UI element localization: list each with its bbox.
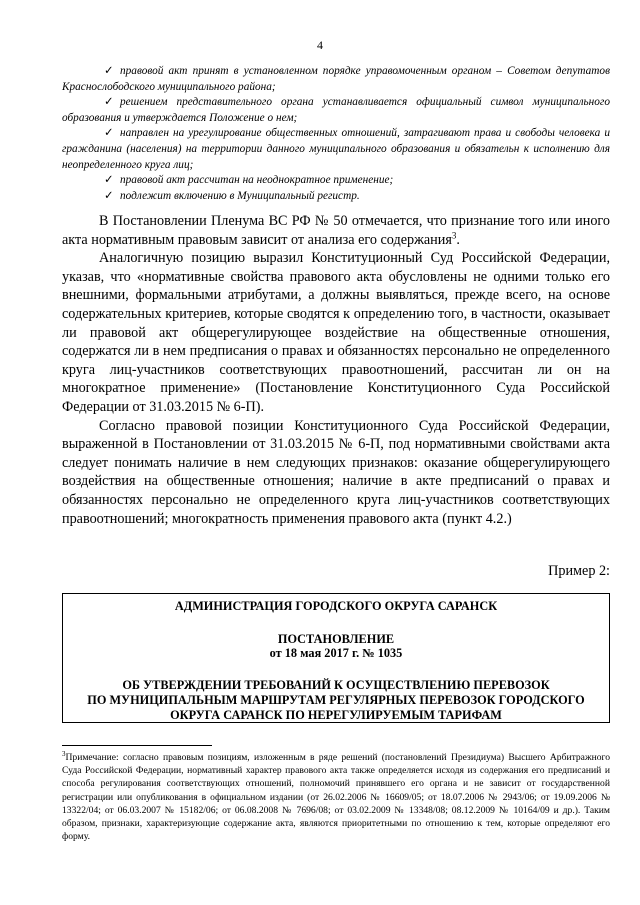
footnote — [62, 751, 610, 843]
example-label: Пример 2: — [548, 563, 610, 579]
criteria-checklist — [62, 64, 610, 204]
list-item — [62, 173, 610, 189]
document-date-number: от 18 мая 2017 г. № 1035 — [269, 646, 403, 660]
list-item-text: направлен на урегулирование общественных отношений, затрагивают права и свободы человека и гражданина (населения) на территории данного муниципального образования и обязательн к исполнению для неопределенного круга лиц; — [62, 127, 610, 171]
authority-name: АДМИНИСТРАЦИЯ ГОРОДСКОГО ОКРУГА САРАНСК — [174, 599, 498, 613]
document-header-box — [62, 593, 610, 723]
list-item — [62, 64, 610, 95]
body-text — [62, 212, 610, 528]
paragraph-constitutional-court: Аналогичную позицию выразил Конституционный Суд Российской Федерации, указав, что «нормативные свойства правового акта обусловлены не одними только его внешними, формальными атрибутами, а должны выявляться, прежде всего, на основе содержательных критериев, которые сводятся к определению того, в частности, оказывает ли правовой акт общерегулирующее воздействие на общественные отношения, содержатся ли в нем предписания о правах и обязанностях персонально не определенного круга лиц-участников соответствующих правоотношений, рассчитан ли он на многократное применение» (Постановление Конституционного Суда Российской Федерации от 31.03.2015 № 6-П). — [62, 250, 610, 415]
document-title-line: ОКРУГА САРАНСК ПО НЕРЕГУЛИРУЕМЫМ ТАРИФАМ — [170, 708, 502, 722]
checkmark-icon: ✓ — [104, 127, 114, 140]
document-title-line: ОБ УТВЕРЖДЕНИИ ТРЕБОВАНИЙ К ОСУЩЕСТВЛЕНИЮ ПЕРЕВОЗОК — [122, 678, 550, 692]
list-item-text: правовой акт принят в установленном порядке управомоченным органом – Советом депутатов Краснослободского муниципального района; — [62, 65, 610, 93]
checkmark-icon: ✓ — [104, 65, 114, 77]
paragraph-end: . — [456, 231, 460, 248]
document-title-line: ПО МУНИЦИПАЛЬНЫМ МАРШРУТАМ РЕГУЛЯРНЫХ ПЕРЕВОЗОК ГОРОДСКОГО — [87, 693, 585, 707]
paragraph-legal-position: Согласно правовой позиции Конституционного Суда Российской Федерации, выраженной в Постановлении от 31.03.2015 № 6-П, под нормативными свойствами акта следует понимать наличие в нем следующих признаков: оказание общерегулирующего воздействия на общественные отношения; наличие в акте предписаний о правах и обязанностях персонально не определенного круга лиц-участников соответствующих правоотношений; многократность применения правового акта (пункт 4.2.) — [62, 417, 610, 527]
page-number: 4 — [317, 38, 323, 52]
footnote-text: Примечание: согласно правовым позициям, изложенным в ряде решений (постановлений Президиума) Высшего Арбитражного Суда Российской Федерации, нормативный характер правового акта также определяется исходя из содержания его предписаний и способа регулирования соответствующих отношений, полномочий принявшего его органа и не зависит от государственной регистрации или опубликования в официальном издании (от 26.02.2006 № 16609/05; от 18.07.2006 № 2943/06; от 19.09.2006 № 13322/04; от 06.03.2007 № 15182/06; от 06.08.2008 № 7696/08; от 03.02.2009 № 13348/08; 08.12.2009 № 10164/09 и др.). Таким образом, признаки, характеризующие содержание акта, являются приоритетными по отношению к тем, которые определяют его форму. — [62, 752, 610, 843]
document-type: ПОСТАНОВЛЕНИЕ — [277, 632, 395, 646]
list-item-text: решением представительного органа устанавливается официальный символ муниципального образования и утверждается Положение о нем; — [62, 96, 610, 124]
document-title — [63, 678, 609, 723]
list-item-text: правовой акт рассчитан на неоднократное применение; — [120, 174, 394, 187]
list-item — [62, 126, 610, 173]
paragraph-plenum — [62, 212, 610, 249]
checkmark-icon: ✓ — [104, 96, 114, 109]
footnote-marker: 3 — [62, 749, 66, 758]
footnote-ref[interactable]: 3 — [451, 229, 457, 240]
checkmark-icon: ✓ — [104, 174, 114, 187]
list-item-text: подлежит включению в Муниципальный регистр. — [120, 189, 360, 202]
paragraph-text: В Постановлении Пленума ВС РФ № 50 отмечается, что признание того или иного акта нормативным правовым зависит от анализа его содержания — [62, 213, 610, 248]
footnote-separator — [62, 745, 212, 746]
list-item — [62, 189, 610, 205]
checkmark-icon: ✓ — [104, 189, 114, 202]
list-item — [62, 95, 610, 126]
